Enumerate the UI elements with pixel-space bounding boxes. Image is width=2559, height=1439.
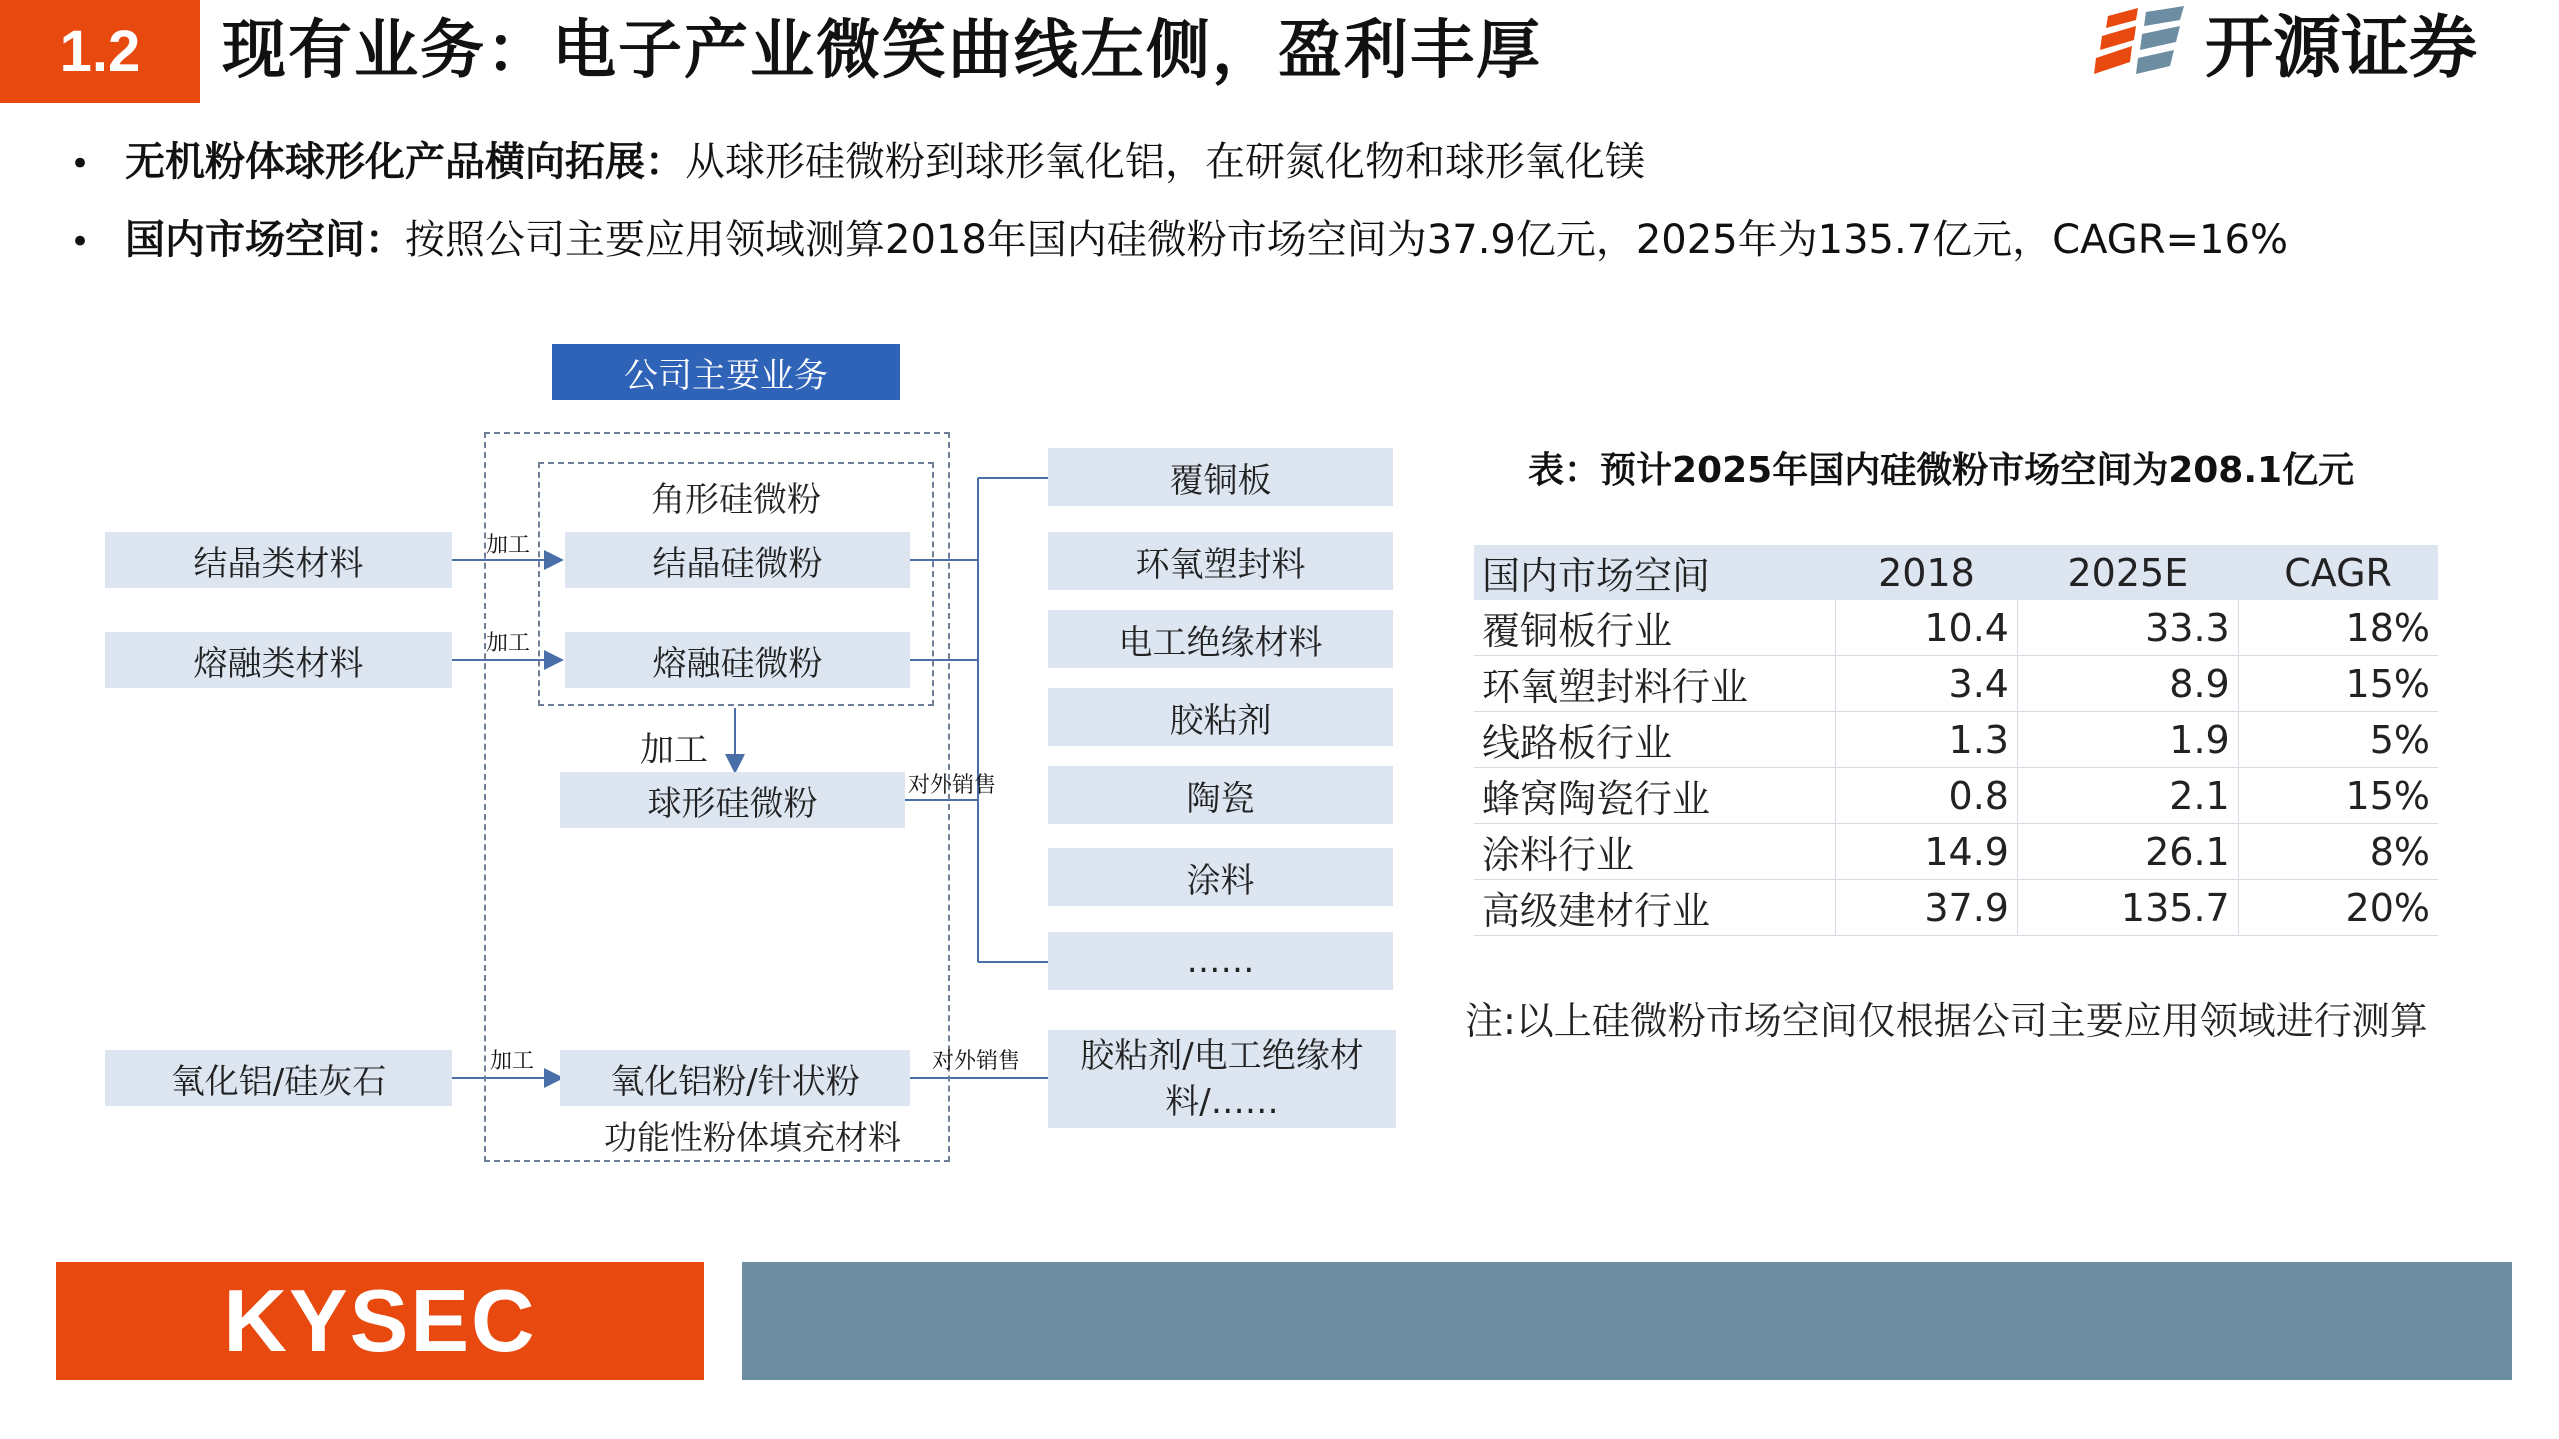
- cell-cagr: 18%: [2238, 600, 2438, 656]
- application-insulation: 电工绝缘材料: [1048, 610, 1393, 668]
- cell-2018: 1.3: [1836, 712, 2018, 768]
- table-row: [1474, 712, 2438, 768]
- footer-bar: [742, 1262, 2512, 1380]
- raw-material-alumina: 氧化铝/硅灰石: [105, 1050, 452, 1106]
- row-label: 线路板行业: [1474, 712, 1836, 768]
- row-label: 环氧塑封料行业: [1474, 656, 1836, 712]
- cell-2025e: 8.9: [2017, 656, 2238, 712]
- cell-2025e: 33.3: [2017, 600, 2238, 656]
- table-note: 注:以上硅微粉市场空间仅根据公司主要应用领域进行测算: [1465, 999, 2428, 1043]
- cell-2025e: 1.9: [2017, 712, 2238, 768]
- application-functional: 胶粘剂/电工绝缘材料/……: [1048, 1030, 1396, 1128]
- col-header-cagr: CAGR: [2238, 545, 2438, 600]
- cell-cagr: 15%: [2238, 656, 2438, 712]
- table-row: [1474, 656, 2438, 712]
- cell-cagr: 8%: [2238, 824, 2438, 880]
- cell-2025e: 26.1: [2017, 824, 2238, 880]
- product-spherical-silica: 球形硅微粉: [560, 772, 905, 828]
- external-sales-label-1: 对外销售: [908, 773, 997, 798]
- bullet-text: 按照公司主要应用领域测算2018年国内硅微粉市场空间为37.9亿元，2025年为135.7亿元，CAGR=16%: [405, 217, 2288, 263]
- cell-2018: 0.8: [1836, 768, 2018, 824]
- product-crystalline-silica: 结晶硅微粉: [565, 532, 910, 588]
- table-row: [1474, 768, 2438, 824]
- table-row: [1474, 824, 2438, 880]
- row-label: 涂料行业: [1474, 824, 1836, 880]
- row-label: 高级建材行业: [1474, 880, 1836, 936]
- bullet-dot-icon: •: [70, 222, 91, 262]
- application-coating: 涂料: [1048, 848, 1393, 906]
- table-row: [1474, 600, 2438, 656]
- process-label-3: 加工: [490, 1049, 535, 1074]
- page-title: 现有业务：电子产业微笑曲线左侧，盈利丰厚: [222, 14, 1542, 88]
- cell-2018: 10.4: [1836, 600, 2018, 656]
- application-more: ……: [1048, 932, 1393, 990]
- process-label-1: 加工: [486, 533, 531, 558]
- cell-2025e: 2.1: [2017, 768, 2238, 824]
- cell-2018: 37.9: [1836, 880, 2018, 936]
- external-sales-label-2: 对外销售: [932, 1049, 1021, 1074]
- cell-2018: 3.4: [1836, 656, 2018, 712]
- col-header-market: 国内市场空间: [1474, 545, 1836, 600]
- cell-cagr: 20%: [2238, 880, 2438, 936]
- bullet-heading: 国内市场空间：: [125, 217, 405, 263]
- application-ceramic: 陶瓷: [1048, 766, 1393, 824]
- col-header-2018: 2018: [1836, 545, 2018, 600]
- cell-2025e: 135.7: [2017, 880, 2238, 936]
- angular-group-label: 角形硅微粉: [651, 480, 821, 520]
- cell-cagr: 15%: [2238, 768, 2438, 824]
- bullet-dot-icon: •: [70, 144, 91, 184]
- section-number: 1.2: [0, 0, 200, 103]
- company-business-header: 公司主要业务: [552, 344, 900, 400]
- footer-logo: KYSEC: [56, 1262, 704, 1380]
- row-label: 蜂窝陶瓷行业: [1474, 768, 1836, 824]
- table-title: 表：预计2025年国内硅微粉市场空间为208.1亿元: [1528, 450, 2355, 491]
- process-label-down: 加工: [640, 730, 708, 770]
- market-size-table: [1474, 545, 2438, 936]
- bullet-heading: 无机粉体球形化产品横向拓展：: [125, 139, 685, 185]
- raw-material-crystalline: 结晶类材料: [105, 532, 452, 588]
- brand-name: 开源证券: [2205, 9, 2478, 88]
- col-header-2025e: 2025E: [2017, 545, 2238, 600]
- functional-group-label: 功能性粉体填充材料: [604, 1118, 901, 1157]
- raw-material-fused: 熔融类材料: [105, 632, 452, 688]
- application-emc: 环氧塑封料: [1048, 532, 1393, 590]
- row-label: 覆铜板行业: [1474, 600, 1836, 656]
- cell-2018: 14.9: [1836, 824, 2018, 880]
- cell-cagr: 5%: [2238, 712, 2438, 768]
- bullet-text: 从球形硅微粉到球形氧化铝，在研氮化物和球形氧化镁: [685, 139, 1645, 185]
- product-fused-silica: 熔融硅微粉: [565, 632, 910, 688]
- product-alumina-powder: 氧化铝粉/针状粉: [560, 1050, 910, 1106]
- application-ccl: 覆铜板: [1048, 448, 1393, 506]
- application-adhesive: 胶粘剂: [1048, 688, 1393, 746]
- table-row: [1474, 880, 2438, 936]
- process-label-2: 加工: [486, 631, 531, 656]
- table-header-row: [1474, 545, 2438, 600]
